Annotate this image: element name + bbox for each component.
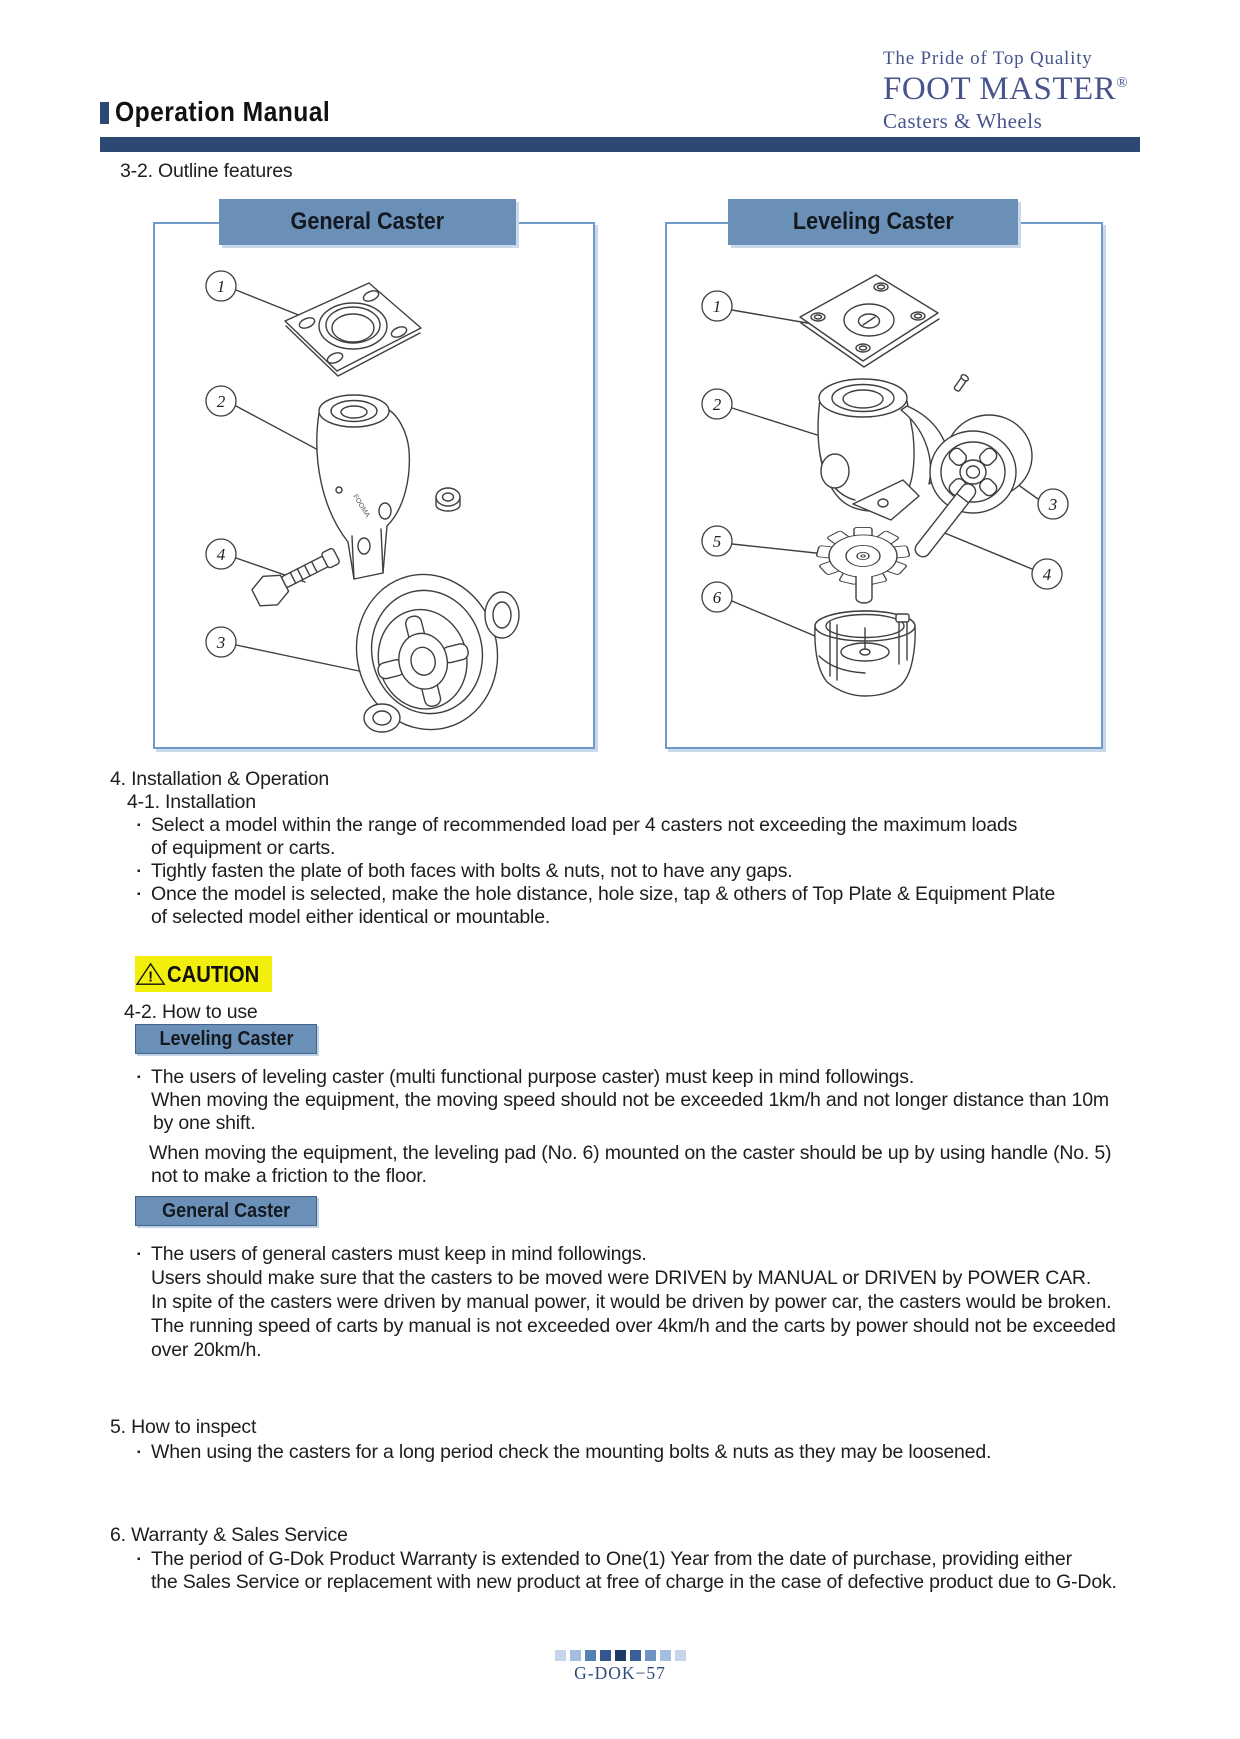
footer-square	[630, 1650, 641, 1661]
swivel-fork-part	[317, 395, 460, 579]
callout-number: 6	[712, 588, 722, 607]
page-title-text: Operation Manual	[115, 96, 331, 127]
leveling-caster-exploded-drawing	[667, 224, 1101, 747]
bullet-line: ▪ The users of general casters must keep in mind followings.	[137, 1243, 647, 1265]
bullet-line: ▪ The users of leveling caster (multi functional purpose caster) must keep in mind followings.	[137, 1066, 915, 1088]
installation-subheading: 4-1. Installation	[127, 791, 256, 813]
bullet-line: of equipment or carts.	[151, 837, 336, 859]
footer-square	[645, 1650, 656, 1661]
bullet-square-icon: ▪	[137, 1072, 141, 1083]
registered-mark: ®	[1116, 75, 1129, 91]
callout-number: 2	[216, 392, 226, 411]
text-line: by one shift.	[153, 1112, 256, 1134]
installation-bullets	[137, 814, 1055, 929]
footer-square-ornament	[0, 1650, 1240, 1661]
text-line: not to make a friction to the floor.	[151, 1165, 427, 1187]
bullet-square-icon: ▪	[137, 1447, 141, 1458]
page-number-label: G-DOK−57	[574, 1663, 666, 1683]
warranty-bullet	[137, 1548, 1117, 1594]
page-title	[115, 96, 359, 128]
general-caster-section-bar: General Caster	[135, 1196, 317, 1226]
text-line: Users should make sure that the casters to be moved were DRIVEN by MANUAL or DRIVEN by POWER CAR.	[151, 1267, 1092, 1289]
callout-number: 4	[216, 545, 226, 564]
brand-tagline: The Pride of Top Quality	[883, 48, 1093, 69]
header-rule-bar	[100, 137, 1140, 152]
text-line: When moving the equipment, the leveling pad (No. 6) mounted on the caster should be up by using handle (No. 5)	[149, 1142, 1112, 1164]
footer-square	[660, 1650, 671, 1661]
warning-triangle-icon	[135, 957, 166, 991]
svg-text:!: !	[148, 968, 154, 986]
brand-block	[883, 48, 1128, 134]
brand-name: FOOT MASTER®	[883, 71, 1129, 107]
callout-number: 3	[1048, 495, 1058, 514]
header-bullet-square	[100, 102, 109, 124]
callout-number: 1	[712, 297, 722, 316]
paragraph-gap	[137, 1135, 1111, 1142]
inspect-bullet	[137, 1441, 991, 1464]
callout-number: 2	[712, 395, 722, 414]
leveling-pad-part	[815, 611, 915, 696]
leveling-caster-section-bar: Leveling Caster	[135, 1024, 317, 1054]
bullet-square-icon: ▪	[137, 866, 141, 877]
callout-number: 5	[712, 532, 722, 551]
caution-badge	[135, 956, 272, 992]
callout-number: 4	[1042, 565, 1052, 584]
bullet-line: of selected model either identical or mountable.	[151, 906, 551, 928]
top-plate-part	[800, 275, 939, 367]
bullet-square-icon: ▪	[137, 820, 141, 831]
text-line: The running speed of carts by manual is not exceeded over 4km/h and the carts by power should not be exceeded	[151, 1315, 1116, 1337]
how-to-use-heading: 4-2. How to use	[124, 1001, 258, 1023]
bullet-line: ▪ The period of G-Dok Product Warranty is extended to One(1) Year from the date of purchase, providing either	[137, 1548, 1072, 1570]
bullet-square-icon: ▪	[137, 889, 141, 900]
inspect-heading: 5. How to inspect	[110, 1416, 257, 1438]
text-line: In spite of the casters were driven by manual power, it would be driven by power car, the casters would be broken.	[151, 1291, 1112, 1313]
text-line: When moving the equipment, the moving speed should not be exceeded 1km/h and not longer distance than 10m	[151, 1089, 1109, 1111]
bullet-square-icon: ▪	[137, 1249, 141, 1260]
star-knob-part	[816, 527, 910, 603]
bullet-line: the Sales Service or replacement with new product at free of charge in the case of defective product due to G-Dok.	[151, 1571, 1117, 1593]
footer-square	[600, 1650, 611, 1661]
warranty-heading: 6. Warranty & Sales Service	[110, 1524, 348, 1546]
installation-heading: 4. Installation & Operation	[110, 768, 329, 790]
footer-square	[675, 1650, 686, 1661]
leveling-caster-diagram-box	[665, 222, 1103, 749]
leveling-caster-title-bar	[728, 199, 1018, 245]
callout-number: 3	[216, 633, 226, 652]
bullet-line: ▪ When using the casters for a long period check the mounting bolts & nuts as they may be loosened.	[137, 1441, 992, 1463]
general-caster-instructions	[137, 1242, 1116, 1362]
bullet-line: ▪ Tightly fasten the plate of both faces with bolts & nuts, not to have any gaps.	[137, 860, 793, 882]
bullet-line: ▪ Once the model is selected, make the hole distance, hole size, tap & others of Top Plate & Equipment Plate	[137, 883, 1056, 905]
wheel-part	[340, 559, 519, 744]
footer-square	[555, 1650, 566, 1661]
outline-section-label: 3-2. Outline features	[120, 160, 293, 182]
leveling-caster-instructions	[137, 1066, 1111, 1188]
callout-number: 1	[216, 277, 226, 296]
bullet-square-icon: ▪	[137, 1554, 141, 1565]
text-line: over 20km/h.	[151, 1339, 262, 1361]
fork-brand-mark: FOOMA	[351, 493, 371, 519]
leveling-caster-title: Leveling Caster	[792, 208, 954, 235]
wheel-part	[930, 415, 1032, 513]
axle-bolt-part	[249, 542, 345, 612]
general-caster-exploded-drawing	[155, 224, 593, 747]
general-caster-title: General Caster	[290, 208, 445, 235]
caution-label: CAUTION	[167, 960, 260, 987]
bullet-line: ▪ Select a model within the range of recommended load per 4 casters not exceeding the maximum loads	[137, 814, 1018, 836]
callouts	[206, 271, 236, 657]
general-caster-title-bar	[219, 199, 516, 245]
footer-square	[615, 1650, 626, 1661]
brand-subtitle: Casters & Wheels	[883, 109, 1043, 133]
footer-square	[570, 1650, 581, 1661]
footer-square	[585, 1650, 596, 1661]
general-caster-diagram-box	[153, 222, 595, 749]
top-plate-part	[285, 283, 421, 376]
